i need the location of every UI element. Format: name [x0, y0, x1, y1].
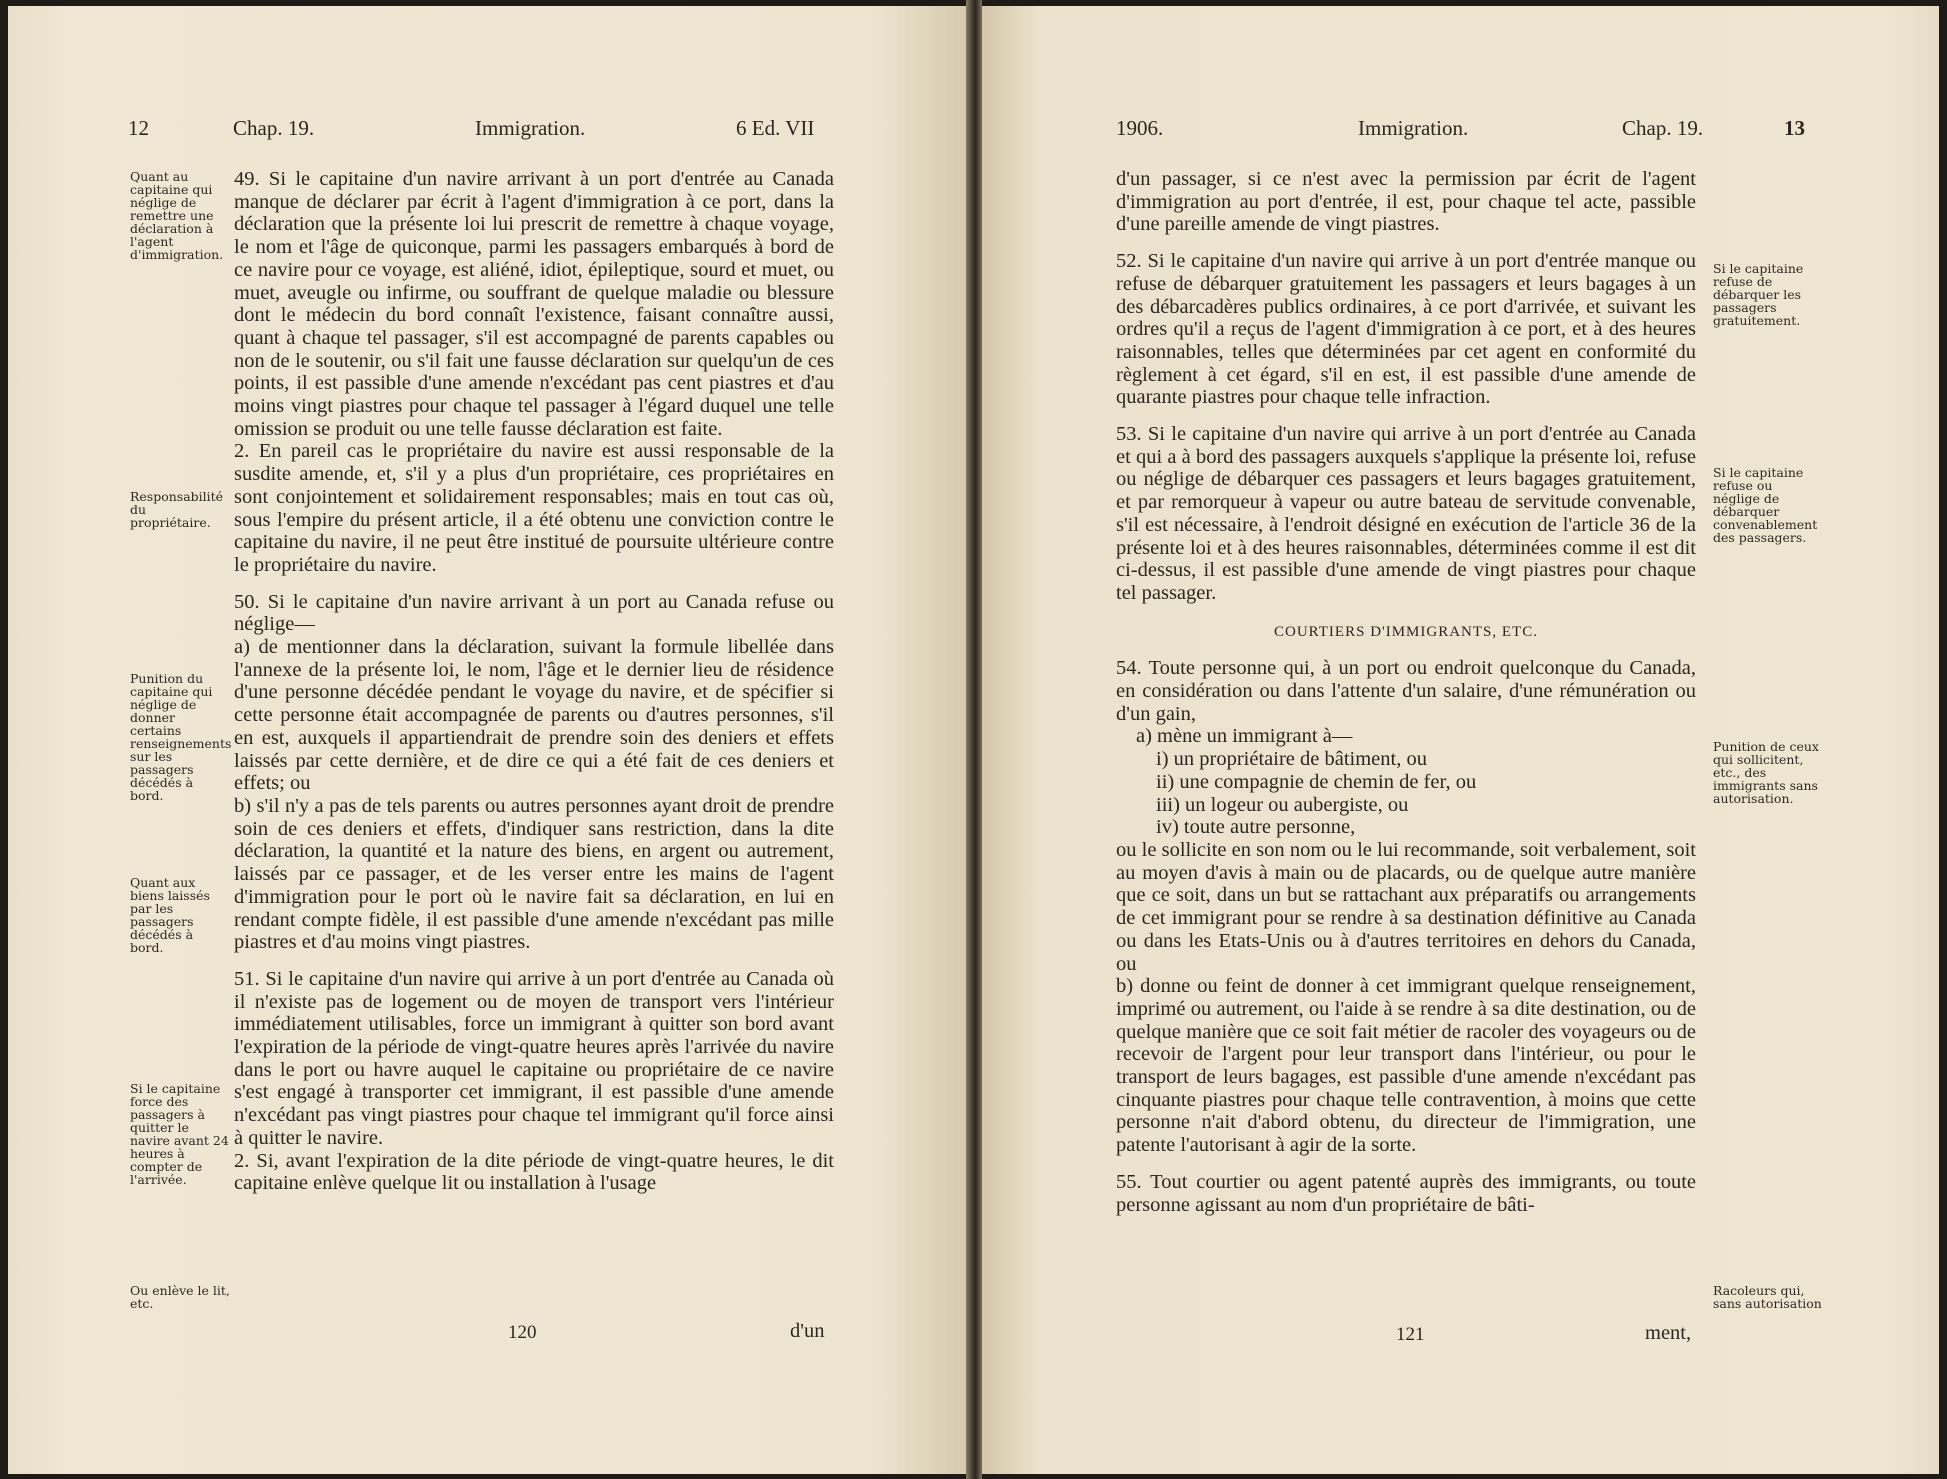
reign-label: 6 Ed. VII	[736, 116, 815, 140]
section-54-a-ii: ii) une compagnie de chemin de fer, ou	[1156, 770, 1477, 793]
section-heading: COURTIERS D'IMMIGRANTS, ETC.	[1274, 623, 1538, 640]
running-title: Immigration.	[475, 116, 586, 140]
page-number: 12	[128, 116, 149, 140]
section-52: 52. Si le capitaine d'un navire qui arrive à un port d'entrée manque ou refuse de débarquer gratuitement les passagers et leurs bagages à un des débarcadères publics ordinaires, à ce port d'arrivée, et suivant les ordres qu'il a reçus de l'agent d'immigration à ce port, et à des heures raisonnables, telles que déterminées par cet agent en conformité du règlement à cet égard, s'il en est, il est passible d'une amende de quarante piastres pour chaque telle infraction.	[1116, 250, 1696, 409]
year-label: 1906.	[1116, 116, 1164, 140]
section-53: 53. Si le capitaine d'un navire qui arrive à un port d'entrée au Canada et qui a à bord des passagers auxquels s'applique la présente loi, refuse ou néglige de débarquer ces passagers et leurs bagages gratuitement, et par remorqueur à vapeur ou autre bateau de servitude convenable, s'il est nécessaire, à l'endroit désigné en exécution de l'article 36 de la présente loi et à des heures raisonnables, déterminées comme il est dit ci-dessus, il est passible d'une amende de vingt piastres pour chaque tel passager.	[1116, 423, 1696, 604]
right-text-column	[1116, 168, 1696, 1216]
left-page	[8, 6, 966, 1474]
margin-note: Responsabilité du propriétaire.	[130, 489, 224, 530]
section-54: 54. Toute personne qui, à un port ou endroit quelconque du Canada, en considération ou dans l'attente d'un salaire, d'une rémunération ou d'un gain,	[1116, 657, 1696, 725]
book-gutter	[966, 0, 982, 1479]
section-50-b: b) s'il n'y a pas de tels parents ou autres personnes ayant droit de prendre soin de ces deniers et effets, d'indiquer sans restriction, dans la dite déclaration, la quantité et la nature des biens, en argent ou autrement, laissés par ce passager, et de les verser entre les mains de l'agent d'immigration pour le port où le navire fait sa déclaration, en lui en rendant compte fidèle, il est passible d'une amende n'excédant pas mille piastres et d'au moins vingt piastres.	[234, 794, 834, 954]
section-51: 51. Si le capitaine d'un navire qui arrive à un port d'entrée au Canada où il n'existe pas de logement ou de moyen de transport vers l'intérieur immédiatement utilisables, force un immigrant à quitter son bord avant l'expiration de la période de vingt-quatre heures après l'arrivée du navire dans le port ou havre auquel le capitaine ou propriétaire de ce navire s'est engagé à transporter cet immigrant, il est passible d'une amende n'excédant pas vingt piastres pour chaque tel immigrant qu'il force ainsi à quitter le navire.	[234, 967, 834, 1149]
chapter-label: Chap. 19.	[233, 116, 315, 140]
section-50: 50. Si le capitaine d'un navire arrivant à un port au Canada refuse ou néglige—	[234, 590, 834, 636]
running-title: Immigration.	[1358, 116, 1469, 140]
section-51-2: 2. Si, avant l'expiration de la dite période de vingt-quatre heures, le dit capitaine enlève quelque lit ou installation à l'usage	[234, 1149, 834, 1195]
catchword: d'un	[790, 1320, 825, 1342]
catchword: ment,	[1645, 1322, 1692, 1344]
margin-note: Racoleurs qui, sans autorisation	[1713, 1283, 1822, 1311]
margin-note: Ou enlève le lit, etc.	[130, 1283, 230, 1311]
section-54-continued: ou le sollicite en son nom ou le lui recommande, soit verbalement, soit au moyen d'avis à main ou de placards, ou de quelque autre manière que ce soit, dans un but se rattachant aux préparatifs ou arrangements de cet immigrant pour se rendre à sa destination définitive au Canada ou dans les Etats-Unis ou à d'autres territoires en dehors du Canada, ou	[1116, 838, 1696, 975]
section-54-b: b) donne ou feint de donner à cet immigrant quelque renseignement, imprimé ou autrement, ou l'aide à se rendre à sa dite destination, ou de quelque manière que ce soit fait métier de racoler des voyageurs ou de recevoir de l'argent pour leur transport dans l'intérieur, ou pour le transport de leurs bagages, est passible d'une amende n'excédant pas cinquante piastres pour chaque telle contravention, à moins que cette personne n'ait d'abord obtenu, du directeur de l'immigration, une patente l'autorisant à agir de la sorte.	[1116, 975, 1696, 1157]
printed-page-number: 120	[508, 1322, 537, 1343]
margin-note: Quant au capitaine qui néglige de remettre une déclaration à l'agent d'immigration.	[130, 169, 224, 262]
section-55: 55. Tout courtier ou agent patenté auprès des immigrants, ou toute personne agissant au nom d'un propriétaire de bâti-	[1116, 1170, 1696, 1216]
margin-note: Si le capitaine refuse ou néglige de débarquer convenablement des passagers.	[1713, 465, 1818, 545]
section-54-a-i: i) un propriétaire de bâtiment, ou	[1156, 748, 1427, 771]
chapter-label: Chap. 19.	[1622, 116, 1704, 140]
section-54-a-iii: iii) un logeur ou aubergiste, ou	[1156, 793, 1409, 816]
section-50-a: a) de mentionner dans la déclaration, suivant la formule libellée dans l'annexe de la présente loi, le nom, l'âge et le dernier lieu de résidence d'une personne décédée pendant le voyage du navire, et de spécifier si cette personne était accompagnée de parents ou d'autres personnes, s'il en est, auxquels il appartiendrait de prendre soin des deniers et effets laissés par cette dernière, et de dire ce qui a été fait de ces deniers et effets; ou	[234, 636, 834, 795]
page-number: 13	[1784, 116, 1805, 140]
section-54-a-iv: iv) toute autre personne,	[1156, 816, 1356, 839]
right-page	[982, 6, 1939, 1474]
printed-page-number: 121	[1396, 1324, 1425, 1345]
section-49-2: 2. En pareil cas le propriétaire du navire est aussi responsable de la susdite amende, et, s'il y a plus d'un propriétaire, ces propriétaires en sont conjointement et solidairement responsables; mais en tout cas où, sous l'empire du présent article, il a été obtenu une conviction contre le capitaine du navire, il ne peut être institué de poursuite ultérieure contre le propriétaire du navire.	[234, 440, 834, 576]
section-49: 49. Si le capitaine d'un navire arrivant à un port d'entrée au Canada manque de déclarer par écrit à l'agent d'immigration à ce port, dans la déclaration que la présente loi lui prescrit de remettre à chaque voyage, le nom et l'âge de quiconque, parmi les passagers embarqués à bord de ce navire pour ce voyage, est aliéné, idiot, épileptique, sourd et muet, ou muet, aveugle ou infirme, ou souffrant de quelque maladie ou blessure dont le médecin du bord connaît l'existence, faisant connaître aussi, quant à chaque tel passager, s'il est accompagné de parents capables ou non de le soutenir, ou s'il fait une fausse déclaration sur quelqu'un de ces points, il est passible d'une amende n'excédant pas cent piastres et d'au moins vingt piastres pour chaque tel passager à l'égard duquel une telle omission se produit ou une telle fausse déclaration est faite.	[234, 168, 834, 440]
margin-note: Quant aux biens laissés par les passagers décédés à bord.	[130, 875, 210, 955]
margin-note: Punition du capitaine qui néglige de donner certains renseignements sur les passagers décédés à bord.	[130, 671, 232, 803]
margin-note: Si le capitaine refuse de débarquer les passagers gratuitement.	[1713, 261, 1804, 328]
margin-note: Punition de ceux qui sollicitent, etc., des immigrants sans autorisation.	[1713, 739, 1819, 806]
margin-note: Si le capitaine force des passagers à quitter le navire avant 24 heures à compter de l'arrivée.	[130, 1081, 229, 1187]
section-54-a: a) mène un immigrant à—	[1136, 725, 1353, 748]
section-51-continued: d'un passager, si ce n'est avec la permission par écrit de l'agent d'immigration au port d'entrée, il est, pour chaque tel acte, passible d'une pareille amende de vingt piastres.	[1116, 168, 1696, 236]
left-text-column	[234, 168, 834, 1195]
